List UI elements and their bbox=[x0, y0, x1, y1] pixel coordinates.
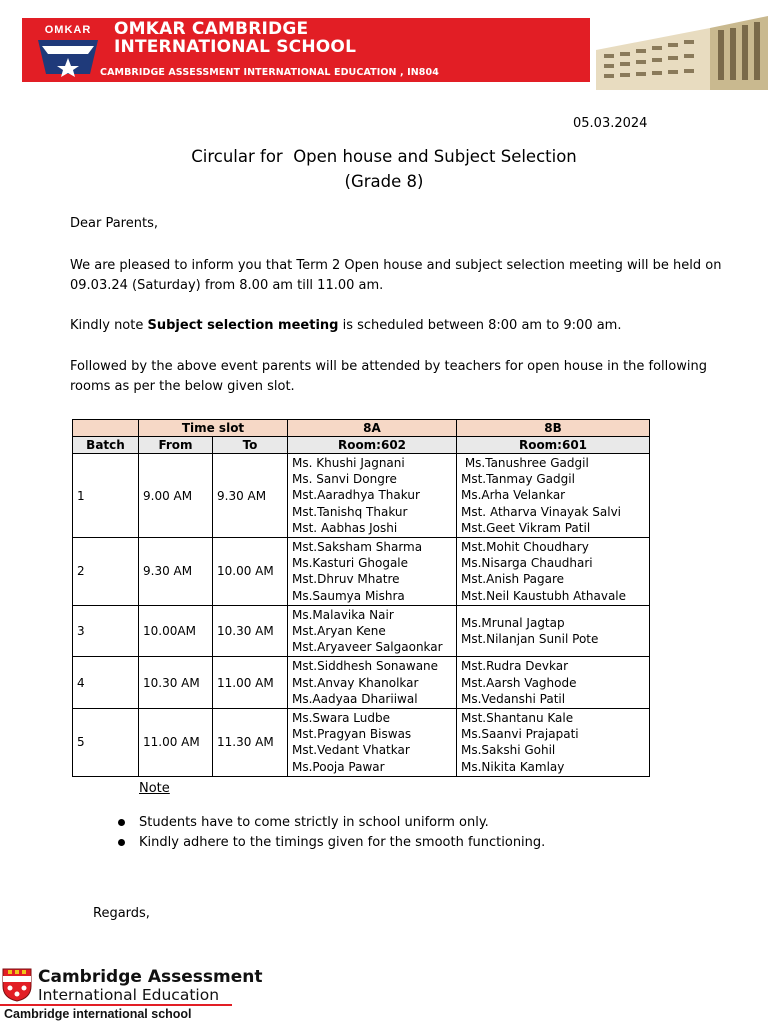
table-header-row bbox=[73, 420, 650, 437]
subheader-room-b: Room:601 bbox=[457, 437, 650, 454]
student-name: Ms.Malavika Nair bbox=[292, 607, 394, 622]
cell-to: 10.00 AM bbox=[213, 538, 288, 606]
subheader-batch: Batch bbox=[73, 437, 139, 454]
footer-school-type: Cambridge international school bbox=[4, 1007, 192, 1021]
footer-cambridge-line2: International Education bbox=[38, 986, 220, 1004]
para2-suffix: is scheduled between 8:00 am to 9:00 am. bbox=[338, 318, 622, 333]
cell-batch: 2 bbox=[73, 538, 139, 606]
title-line1: Circular for Open house and Subject Selection bbox=[191, 147, 577, 166]
student-name: Mst.Vedant Vhatkar bbox=[292, 743, 410, 758]
cell-8b-names bbox=[457, 538, 650, 606]
student-name: Ms.Arha Velankar bbox=[461, 488, 566, 503]
note-list bbox=[114, 813, 545, 853]
student-name: Mst.Dhruv Mhatre bbox=[292, 572, 400, 587]
cell-8a-names bbox=[288, 538, 457, 606]
school-name bbox=[114, 20, 356, 56]
school-name-line1: OMKAR CAMBRIDGE bbox=[114, 19, 309, 39]
note-text: Students have to come strictly in school uniform only. bbox=[139, 815, 489, 830]
table-row bbox=[73, 709, 650, 777]
subject-selection-paragraph bbox=[70, 316, 730, 336]
student-name: Ms.Mrunal Jagtap bbox=[461, 615, 565, 630]
student-name: Ms.Nikita Kamlay bbox=[461, 759, 565, 774]
greeting: Dear Parents, bbox=[70, 216, 158, 231]
cell-8b-names bbox=[457, 657, 650, 709]
regards: Regards, bbox=[93, 906, 150, 921]
table-row bbox=[73, 538, 650, 606]
student-name: Mst.Aryan Kene bbox=[292, 624, 386, 639]
student-name: Mst.Anvay Khanolkar bbox=[292, 675, 419, 690]
table-subheader-row bbox=[73, 437, 650, 454]
para2-prefix: Kindly note bbox=[70, 318, 148, 333]
cell-8a-names bbox=[288, 605, 457, 657]
student-name: Mst.Neil Kaustubh Athavale bbox=[461, 588, 627, 603]
student-name: Ms. Sanvi Dongre bbox=[292, 472, 397, 487]
header-8a: 8A bbox=[288, 420, 457, 437]
student-name: Mst.Aryaveer Salgaonkar bbox=[292, 640, 443, 655]
school-logo bbox=[28, 22, 108, 78]
student-name: Mst. Aabhas Joshi bbox=[292, 520, 398, 535]
cell-8b-names bbox=[457, 709, 650, 777]
title-line2: (Grade 8) bbox=[344, 172, 424, 191]
student-name: Mst.Geet Vikram Patil bbox=[461, 520, 591, 535]
letterhead bbox=[0, 0, 768, 100]
cell-from: 10.00AM bbox=[139, 605, 213, 657]
cell-from: 10.30 AM bbox=[139, 657, 213, 709]
slot-table-body bbox=[73, 454, 650, 777]
header-8b: 8B bbox=[457, 420, 650, 437]
table-row bbox=[73, 454, 650, 538]
slot-table bbox=[72, 419, 650, 777]
student-name: Ms.Saumya Mishra bbox=[292, 588, 405, 603]
cell-batch: 5 bbox=[73, 709, 139, 777]
cell-to: 10.30 AM bbox=[213, 605, 288, 657]
cell-from: 11.00 AM bbox=[139, 709, 213, 777]
student-name: Ms.Kasturi Ghogale bbox=[292, 556, 409, 571]
table-row bbox=[73, 657, 650, 709]
bullet-icon bbox=[118, 839, 125, 846]
student-name: Mst.Saksham Sharma bbox=[292, 540, 423, 555]
student-name: Mst.Mohit Choudhary bbox=[461, 540, 589, 555]
student-name: Ms.Sakshi Gohil bbox=[461, 743, 556, 758]
cell-8b-names bbox=[457, 605, 650, 657]
cell-8a-names bbox=[288, 454, 457, 538]
student-name: Ms.Nisarga Chaudhari bbox=[461, 556, 593, 571]
circular-title bbox=[100, 144, 668, 194]
cell-batch: 3 bbox=[73, 605, 139, 657]
note-heading: Note bbox=[139, 781, 170, 796]
cell-batch: 1 bbox=[73, 454, 139, 538]
student-name: Mst.Aaradhya Thakur bbox=[292, 488, 420, 503]
note-item bbox=[114, 813, 545, 833]
student-name: Mst.Anish Pagare bbox=[461, 572, 565, 587]
affiliation-text: CAMBRIDGE ASSESSMENT INTERNATIONAL EDUCATION , IN804 bbox=[100, 67, 439, 78]
intro-paragraph: We are pleased to inform you that Term 2 Open house and subject selection meeting will be held on 09.03.24 (Saturday) from 8.00 am till 11.00 am. bbox=[70, 258, 722, 293]
header-blank bbox=[73, 420, 139, 437]
student-name: Mst.Shantanu Kale bbox=[461, 711, 574, 726]
student-name: Mst.Tanishq Thakur bbox=[292, 504, 408, 519]
cambridge-shield-icon bbox=[2, 968, 32, 1002]
cell-from: 9.00 AM bbox=[139, 454, 213, 538]
logo-wordmark: OMKAR bbox=[28, 22, 108, 38]
student-name: Mst.Aarsh Vaghode bbox=[461, 675, 577, 690]
open-house-paragraph: Followed by the above event parents will be attended by teachers for open house in the following rooms as per the below given slot. bbox=[70, 359, 707, 394]
student-name: Ms. Khushi Jagnani bbox=[292, 456, 405, 470]
cell-8a-names bbox=[288, 657, 457, 709]
student-name: Ms.Saanvi Prajapati bbox=[461, 727, 579, 742]
circular-date: 05.03.2024 bbox=[573, 116, 648, 131]
student-name: Mst.Nilanjan Sunil Pote bbox=[461, 632, 599, 647]
footer-cambridge-line1: Cambridge Assessment bbox=[38, 967, 263, 987]
student-name: Mst.Siddhesh Sonawane bbox=[292, 659, 439, 674]
school-name-line2: INTERNATIONAL SCHOOL bbox=[114, 37, 357, 57]
school-building-image bbox=[590, 10, 768, 90]
student-name: Mst.Pragyan Biswas bbox=[292, 727, 412, 742]
cell-from: 9.30 AM bbox=[139, 538, 213, 606]
cell-to: 11.30 AM bbox=[213, 709, 288, 777]
cell-to: 9.30 AM bbox=[213, 454, 288, 538]
cell-8a-names bbox=[288, 709, 457, 777]
subheader-from: From bbox=[139, 437, 213, 454]
table-row bbox=[73, 605, 650, 657]
cell-8b-names bbox=[457, 454, 650, 538]
note-item bbox=[114, 833, 545, 853]
cell-to: 11.00 AM bbox=[213, 657, 288, 709]
student-name: Mst. Atharva Vinayak Salvi bbox=[461, 504, 622, 519]
subheader-room-a: Room:602 bbox=[288, 437, 457, 454]
para2-bold: Subject selection meeting bbox=[147, 318, 339, 333]
header-time-slot: Time slot bbox=[139, 420, 288, 437]
student-name: Ms.Pooja Pawar bbox=[292, 759, 385, 774]
logo-flag-icon bbox=[28, 38, 108, 78]
student-name: Ms.Swara Ludbe bbox=[292, 711, 391, 726]
student-name: Ms.Aadyaa Dhariiwal bbox=[292, 691, 418, 706]
bullet-icon bbox=[118, 819, 125, 826]
student-name: Ms.Tanushree Gadgil bbox=[461, 456, 589, 470]
student-name: Ms.Vedanshi Patil bbox=[461, 691, 566, 706]
subheader-to: To bbox=[213, 437, 288, 454]
note-text: Kindly adhere to the timings given for the smooth functioning. bbox=[139, 835, 546, 850]
student-name: Mst.Rudra Devkar bbox=[461, 659, 568, 674]
cell-batch: 4 bbox=[73, 657, 139, 709]
student-name: Mst.Tanmay Gadgil bbox=[461, 472, 575, 487]
